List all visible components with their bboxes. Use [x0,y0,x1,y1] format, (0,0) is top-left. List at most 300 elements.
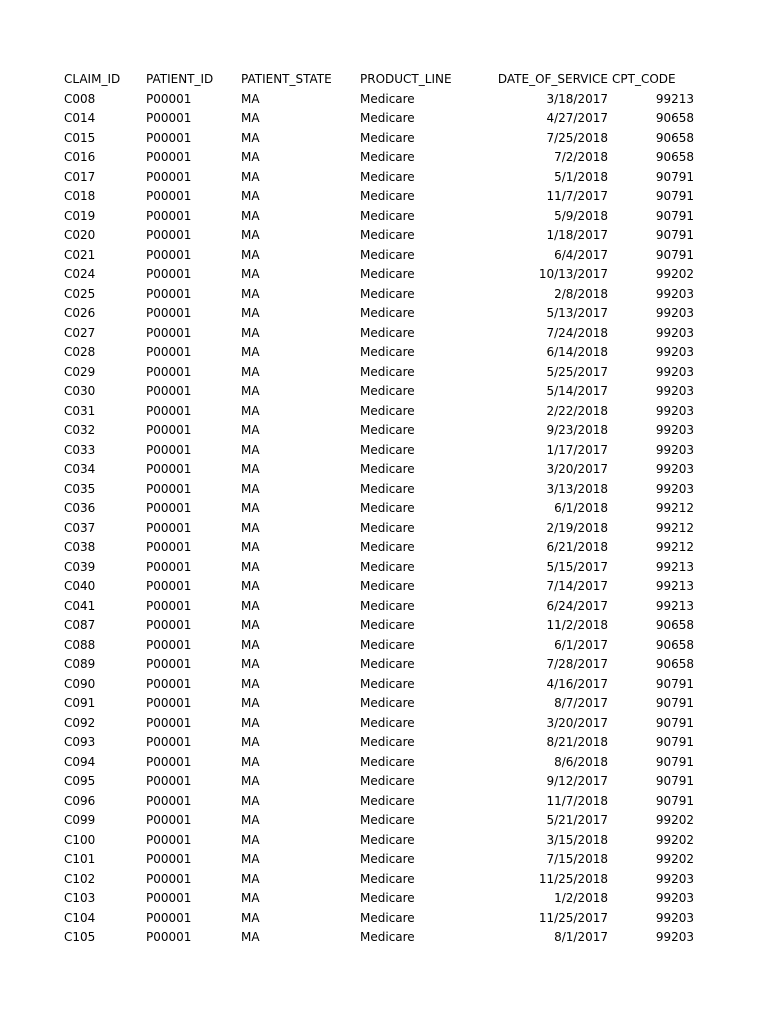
cell-product-line[interactable]: Medicare [360,559,415,574]
cell-claim-id[interactable]: C105 [64,930,96,944]
cell-patient-id[interactable]: P00001 [146,423,192,437]
cell-claim-id[interactable]: C008 [64,91,96,106]
cell-product-line[interactable]: Medicare [360,637,415,652]
cell-patient-id[interactable]: P00001 [146,267,192,281]
cell-date-of-service[interactable]: 5/14/2017 [546,384,608,398]
table-row [64,148,694,168]
cell-product-line[interactable]: Medicare [360,403,415,418]
cell-cpt-code[interactable]: 99203 [655,306,694,320]
table-row [64,655,694,675]
cell-cpt-code[interactable]: 99203 [655,891,694,905]
cell-product-line[interactable]: Medicare [360,852,415,866]
cell-cpt-code[interactable]: 99203 [655,325,694,340]
header-patient-id[interactable]: PATIENT_ID [146,72,214,86]
cell-patient-state[interactable]: MA [241,930,260,944]
cell-product-line[interactable]: Medicare [360,618,415,632]
cell-patient-id[interactable]: P00001 [146,754,192,769]
cell-cpt-code[interactable]: 99212 [655,501,694,515]
cell-patient-id[interactable]: P00001 [146,306,192,320]
cell-date-of-service[interactable]: 8/7/2017 [554,696,608,710]
cell-claim-id[interactable]: C029 [64,364,96,379]
cell-patient-state[interactable]: MA [241,325,260,340]
cell-patient-state[interactable]: MA [241,520,260,535]
cell-date-of-service[interactable]: 9/12/2017 [546,774,608,788]
table-row [64,226,694,246]
cell-patient-state[interactable]: MA [241,774,260,788]
cell-date-of-service[interactable]: 6/21/2018 [546,540,608,554]
cell-claim-id[interactable]: C021 [64,247,96,262]
cell-patient-id[interactable]: P00001 [146,208,192,223]
cell-product-line[interactable]: Medicare [360,891,415,905]
table-row [64,246,694,266]
cell-date-of-service[interactable]: 7/25/2018 [546,130,608,145]
cell-product-line[interactable]: Medicare [360,481,415,496]
cell-patient-id[interactable]: P00001 [146,579,192,593]
cell-patient-state[interactable]: MA [241,228,260,242]
cell-patient-id[interactable]: P00001 [146,130,192,145]
cell-patient-state[interactable]: MA [241,832,260,847]
cell-cpt-code[interactable]: 90791 [655,189,694,203]
cell-date-of-service[interactable]: 5/21/2017 [546,813,608,827]
cell-product-line[interactable]: Medicare [360,247,415,262]
cell-product-line[interactable]: Medicare [360,267,415,281]
cell-date-of-service[interactable]: 3/20/2017 [546,462,608,476]
cell-cpt-code[interactable]: 90791 [655,228,694,242]
cell-product-line[interactable]: Medicare [360,735,415,749]
cell-patient-state[interactable]: MA [241,559,260,574]
cell-claim-id[interactable]: C092 [64,715,96,730]
cell-cpt-code[interactable]: 90791 [655,774,694,788]
table-row [64,831,694,851]
cell-claim-id[interactable]: C100 [64,832,96,847]
cell-patient-state[interactable]: MA [241,208,260,223]
cell-product-line[interactable]: Medicare [360,540,415,554]
table-row [64,772,694,792]
cell-claim-id[interactable]: C019 [64,208,96,223]
cell-cpt-code[interactable]: 90658 [655,130,694,145]
cell-patient-id[interactable]: P00001 [146,774,192,788]
cell-patient-state[interactable]: MA [241,891,260,905]
cell-product-line[interactable]: Medicare [360,286,415,301]
cell-product-line[interactable]: Medicare [360,676,415,691]
cell-patient-state[interactable]: MA [241,345,260,359]
table-row [64,889,694,909]
table-row [64,441,694,461]
cell-patient-state[interactable]: MA [241,715,260,730]
cell-claim-id[interactable]: C093 [64,735,96,749]
cell-patient-state[interactable]: MA [241,267,260,281]
cell-claim-id[interactable]: C026 [64,306,96,320]
cell-cpt-code[interactable]: 99213 [655,598,694,613]
cell-patient-state[interactable]: MA [241,754,260,769]
cell-date-of-service[interactable]: 11/2/2018 [546,618,608,632]
cell-product-line[interactable]: Medicare [360,345,415,359]
cell-date-of-service[interactable]: 1/18/2017 [546,228,608,242]
cell-patient-id[interactable]: P00001 [146,286,192,301]
cell-patient-id[interactable]: P00001 [146,462,192,476]
cell-cpt-code[interactable]: 99213 [655,559,694,574]
cell-claim-id[interactable]: C088 [64,637,96,652]
cell-date-of-service[interactable]: 7/15/2018 [546,852,608,866]
cell-patient-id[interactable]: P00001 [146,247,192,262]
cell-claim-id[interactable]: C016 [64,150,96,164]
cell-patient-id[interactable]: P00001 [146,501,192,515]
cell-product-line[interactable]: Medicare [360,930,415,944]
cell-patient-id[interactable]: P00001 [146,345,192,359]
cell-patient-state[interactable]: MA [241,384,260,398]
cell-product-line[interactable]: Medicare [360,793,415,808]
cell-cpt-code[interactable]: 99203 [655,403,694,418]
cell-cpt-code[interactable]: 99203 [655,364,694,379]
cell-date-of-service[interactable]: 1/2/2018 [554,891,608,905]
cell-product-line[interactable]: Medicare [360,813,415,827]
cell-patient-state[interactable]: MA [241,735,260,749]
cell-patient-id[interactable]: P00001 [146,696,192,710]
cell-patient-state[interactable]: MA [241,637,260,652]
cell-product-line[interactable]: Medicare [360,208,415,223]
cell-product-line[interactable]: Medicare [360,520,415,535]
cell-claim-id[interactable]: C094 [64,754,96,769]
table-row [64,382,694,402]
cell-date-of-service[interactable]: 11/25/2018 [538,871,608,886]
cell-patient-id[interactable]: P00001 [146,111,192,125]
cell-claim-id[interactable]: C033 [64,442,96,457]
cell-product-line[interactable]: Medicare [360,579,415,593]
cell-patient-state[interactable]: MA [241,247,260,262]
cell-patient-id[interactable]: P00001 [146,813,192,827]
cell-patient-state[interactable]: MA [241,598,260,613]
cell-date-of-service[interactable]: 4/16/2017 [546,676,608,691]
cell-date-of-service[interactable]: 10/13/2017 [538,267,608,281]
cell-cpt-code[interactable]: 99212 [655,520,694,535]
cell-product-line[interactable]: Medicare [360,91,415,106]
cell-claim-id[interactable]: C014 [64,111,96,125]
cell-date-of-service[interactable]: 5/9/2018 [554,208,608,223]
cell-date-of-service[interactable]: 5/1/2018 [554,169,608,184]
table-row [64,363,694,383]
cell-cpt-code[interactable]: 90791 [655,247,694,262]
cell-claim-id[interactable]: C030 [64,384,96,398]
cell-claim-id[interactable]: C032 [64,423,96,437]
cell-product-line[interactable]: Medicare [360,325,415,340]
cell-patient-state[interactable]: MA [241,403,260,418]
cell-patient-state[interactable]: MA [241,696,260,710]
cell-patient-id[interactable]: P00001 [146,91,192,106]
cell-date-of-service[interactable]: 7/28/2017 [546,657,608,671]
cell-patient-id[interactable]: P00001 [146,403,192,418]
table-header [64,70,694,90]
cell-patient-id[interactable]: P00001 [146,910,192,925]
cell-claim-id[interactable]: C096 [64,793,96,808]
cell-patient-state[interactable]: MA [241,676,260,691]
cell-date-of-service[interactable]: 5/25/2017 [546,364,608,379]
cell-product-line[interactable]: Medicare [360,501,415,515]
cell-product-line[interactable]: Medicare [360,754,415,769]
cell-patient-id[interactable]: P00001 [146,442,192,457]
cell-patient-state[interactable]: MA [241,306,260,320]
table-row [64,187,694,207]
cell-cpt-code[interactable]: 99202 [655,832,694,847]
cell-product-line[interactable]: Medicare [360,150,415,164]
header-date-of-service[interactable]: DATE_OF_SERVICE [497,72,608,86]
cell-patient-state[interactable]: MA [241,111,260,125]
cell-patient-id[interactable]: P00001 [146,871,192,886]
cell-date-of-service[interactable]: 3/18/2017 [546,91,608,106]
cell-patient-state[interactable]: MA [241,481,260,496]
cell-cpt-code[interactable]: 90791 [655,696,694,710]
header-claim-id[interactable]: CLAIM_ID [64,72,121,86]
cell-claim-id[interactable]: C038 [64,540,96,554]
cell-patient-id[interactable]: P00001 [146,676,192,691]
cell-date-of-service[interactable]: 2/19/2018 [546,520,608,535]
cell-cpt-code[interactable]: 90791 [655,735,694,749]
cell-patient-id[interactable]: P00001 [146,540,192,554]
cell-patient-id[interactable]: P00001 [146,715,192,730]
cell-product-line[interactable]: Medicare [360,228,415,242]
cell-claim-id[interactable]: C037 [64,520,96,535]
cell-patient-id[interactable]: P00001 [146,559,192,574]
cell-cpt-code[interactable]: 90791 [655,754,694,769]
cell-product-line[interactable]: Medicare [360,910,415,925]
cell-date-of-service[interactable]: 7/24/2018 [546,325,608,340]
cell-patient-id[interactable]: P00001 [146,832,192,847]
cell-cpt-code[interactable]: 99202 [655,813,694,827]
cell-patient-state[interactable]: MA [241,169,260,184]
cell-patient-state[interactable]: MA [241,540,260,554]
cell-claim-id[interactable]: C099 [64,813,96,827]
cell-claim-id[interactable]: C025 [64,286,96,301]
cell-patient-id[interactable]: P00001 [146,520,192,535]
cell-claim-id[interactable]: C102 [64,871,96,886]
cell-product-line[interactable]: Medicare [360,832,415,847]
cell-product-line[interactable]: Medicare [360,715,415,730]
table-row [64,870,694,890]
cell-patient-id[interactable]: P00001 [146,637,192,652]
cell-patient-state[interactable]: MA [241,852,260,866]
cell-cpt-code[interactable]: 99213 [655,579,694,593]
cell-date-of-service[interactable]: 5/13/2017 [546,306,608,320]
cell-patient-state[interactable]: MA [241,423,260,437]
cell-patient-id[interactable]: P00001 [146,481,192,496]
cell-claim-id[interactable]: C104 [64,910,96,925]
table-row [64,811,694,831]
cell-patient-state[interactable]: MA [241,91,260,106]
cell-claim-id[interactable]: C024 [64,267,96,281]
cell-claim-id[interactable]: C034 [64,462,96,476]
cell-cpt-code[interactable]: 99203 [655,286,694,301]
cell-date-of-service[interactable]: 1/17/2017 [546,442,608,457]
cell-patient-state[interactable]: MA [241,910,260,925]
cell-product-line[interactable]: Medicare [360,774,415,788]
cell-claim-id[interactable]: C039 [64,559,96,574]
cell-claim-id[interactable]: C031 [64,403,96,418]
cell-patient-id[interactable]: P00001 [146,150,192,164]
cell-date-of-service[interactable]: 11/25/2017 [538,910,608,925]
cell-date-of-service[interactable]: 6/14/2018 [546,345,608,359]
cell-product-line[interactable]: Medicare [360,364,415,379]
cell-cpt-code[interactable]: 90791 [655,676,694,691]
table-row [64,499,694,519]
cell-product-line[interactable]: Medicare [360,871,415,886]
cell-patient-id[interactable]: P00001 [146,384,192,398]
cell-cpt-code[interactable]: 90791 [655,169,694,184]
cell-claim-id[interactable]: C015 [64,130,96,145]
cell-claim-id[interactable]: C103 [64,891,96,905]
cell-cpt-code[interactable]: 99212 [655,540,694,554]
cell-product-line[interactable]: Medicare [360,130,415,145]
cell-patient-state[interactable]: MA [241,657,260,671]
cell-patient-state[interactable]: MA [241,286,260,301]
cell-date-of-service[interactable]: 7/2/2018 [554,150,608,164]
cell-product-line[interactable]: Medicare [360,657,415,671]
cell-patient-state[interactable]: MA [241,462,260,476]
cell-cpt-code[interactable]: 90658 [655,150,694,164]
cell-date-of-service[interactable]: 2/8/2018 [554,286,608,301]
cell-cpt-code[interactable]: 99203 [655,423,694,437]
cell-claim-id[interactable]: C089 [64,657,96,671]
cell-cpt-code[interactable]: 90658 [655,618,694,632]
cell-product-line[interactable]: Medicare [360,169,415,184]
cell-patient-id[interactable]: P00001 [146,618,192,632]
cell-cpt-code[interactable]: 90658 [655,657,694,671]
cell-patient-id[interactable]: P00001 [146,228,192,242]
table-row [64,714,694,734]
cell-patient-state[interactable]: MA [241,813,260,827]
cell-cpt-code[interactable]: 99203 [655,442,694,457]
cell-patient-state[interactable]: MA [241,150,260,164]
cell-date-of-service[interactable]: 3/20/2017 [546,715,608,730]
cell-claim-id[interactable]: C095 [64,774,96,788]
cell-claim-id[interactable]: C101 [64,852,96,866]
cell-cpt-code[interactable]: 90658 [655,637,694,652]
cell-patient-id[interactable]: P00001 [146,598,192,613]
table-row [64,304,694,324]
cell-patient-id[interactable]: P00001 [146,891,192,905]
cell-patient-id[interactable]: P00001 [146,364,192,379]
cell-product-line[interactable]: Medicare [360,189,415,203]
cell-patient-id[interactable]: P00001 [146,169,192,184]
cell-claim-id[interactable]: C020 [64,228,96,242]
cell-claim-id[interactable]: C090 [64,676,96,691]
table-row [64,675,694,695]
cell-date-of-service[interactable]: 8/6/2018 [554,754,608,769]
cell-claim-id[interactable]: C017 [64,169,96,184]
header-cpt-code[interactable]: CPT_CODE [612,72,676,86]
table-row [64,285,694,305]
cell-patient-state[interactable]: MA [241,871,260,886]
cell-cpt-code[interactable]: 99203 [655,462,694,476]
cell-cpt-code[interactable]: 99203 [655,910,694,925]
cell-patient-id[interactable]: P00001 [146,930,192,944]
cell-cpt-code[interactable]: 90658 [655,111,694,125]
cell-claim-id[interactable]: C087 [64,618,96,632]
cell-date-of-service[interactable]: 8/21/2018 [546,735,608,749]
cell-product-line[interactable]: Medicare [360,111,415,125]
table-row [64,168,694,188]
cell-cpt-code[interactable]: 99213 [655,91,694,106]
cell-date-of-service[interactable]: 3/15/2018 [546,832,608,847]
cell-patient-id[interactable]: P00001 [146,852,192,866]
cell-claim-id[interactable]: C040 [64,579,96,593]
table-row [64,324,694,344]
cell-product-line[interactable]: Medicare [360,462,415,476]
table-row [64,129,694,149]
cell-claim-id[interactable]: C035 [64,481,96,496]
cell-patient-id[interactable]: P00001 [146,657,192,671]
cell-patient-state[interactable]: MA [241,442,260,457]
cell-patient-id[interactable]: P00001 [146,325,192,340]
cell-date-of-service[interactable]: 5/15/2017 [546,559,608,574]
cell-date-of-service[interactable]: 2/22/2018 [546,403,608,418]
cell-patient-state[interactable]: MA [241,501,260,515]
cell-cpt-code[interactable]: 90791 [655,715,694,730]
cell-date-of-service[interactable]: 11/7/2018 [546,793,608,808]
table-row [64,792,694,812]
cell-cpt-code[interactable]: 90791 [655,208,694,223]
cell-cpt-code[interactable]: 90791 [655,793,694,808]
cell-date-of-service[interactable]: 6/24/2017 [546,598,608,613]
table-row [64,850,694,870]
cell-cpt-code[interactable]: 99203 [655,871,694,886]
cell-cpt-code[interactable]: 99203 [655,930,694,944]
cell-date-of-service[interactable]: 6/1/2017 [554,637,608,652]
cell-patient-state[interactable]: MA [241,618,260,632]
cell-claim-id[interactable]: C091 [64,696,96,710]
cell-product-line[interactable]: Medicare [360,598,415,613]
cell-patient-state[interactable]: MA [241,793,260,808]
table-row [64,558,694,578]
cell-claim-id[interactable]: C018 [64,189,96,203]
cell-claim-id[interactable]: C041 [64,598,96,613]
cell-date-of-service[interactable]: 6/1/2018 [554,501,608,515]
table-row [64,753,694,773]
cell-date-of-service[interactable]: 6/4/2017 [554,247,608,262]
cell-product-line[interactable]: Medicare [360,423,415,437]
cell-date-of-service[interactable]: 9/23/2018 [546,423,608,437]
cell-patient-id[interactable]: P00001 [146,189,192,203]
cell-cpt-code[interactable]: 99202 [655,267,694,281]
cell-patient-state[interactable]: MA [241,364,260,379]
cell-claim-id[interactable]: C027 [64,325,96,340]
cell-product-line[interactable]: Medicare [360,384,415,398]
cell-date-of-service[interactable]: 11/7/2017 [546,189,608,203]
cell-date-of-service[interactable]: 3/13/2018 [546,481,608,496]
table-row [64,480,694,500]
cell-date-of-service[interactable]: 8/1/2017 [554,930,608,944]
table-row [64,265,694,285]
cell-claim-id[interactable]: C036 [64,501,96,515]
cell-cpt-code[interactable]: 99202 [655,852,694,866]
cell-cpt-code[interactable]: 99203 [655,345,694,359]
cell-product-line[interactable]: Medicare [360,696,415,710]
header-product-line[interactable]: PRODUCT_LINE [360,72,452,86]
table-row [64,90,694,110]
cell-cpt-code[interactable]: 99203 [655,481,694,496]
cell-product-line[interactable]: Medicare [360,442,415,457]
table-row [64,909,694,929]
cell-patient-id[interactable]: P00001 [146,735,192,749]
cell-date-of-service[interactable]: 4/27/2017 [546,111,608,125]
cell-product-line[interactable]: Medicare [360,306,415,320]
header-patient-state[interactable]: PATIENT_STATE [241,72,332,86]
cell-patient-state[interactable]: MA [241,579,260,593]
cell-patient-state[interactable]: MA [241,130,260,145]
cell-patient-state[interactable]: MA [241,189,260,203]
cell-patient-id[interactable]: P00001 [146,793,192,808]
cell-date-of-service[interactable]: 7/14/2017 [546,579,608,593]
cell-claim-id[interactable]: C028 [64,345,96,359]
cell-cpt-code[interactable]: 99203 [655,384,694,398]
